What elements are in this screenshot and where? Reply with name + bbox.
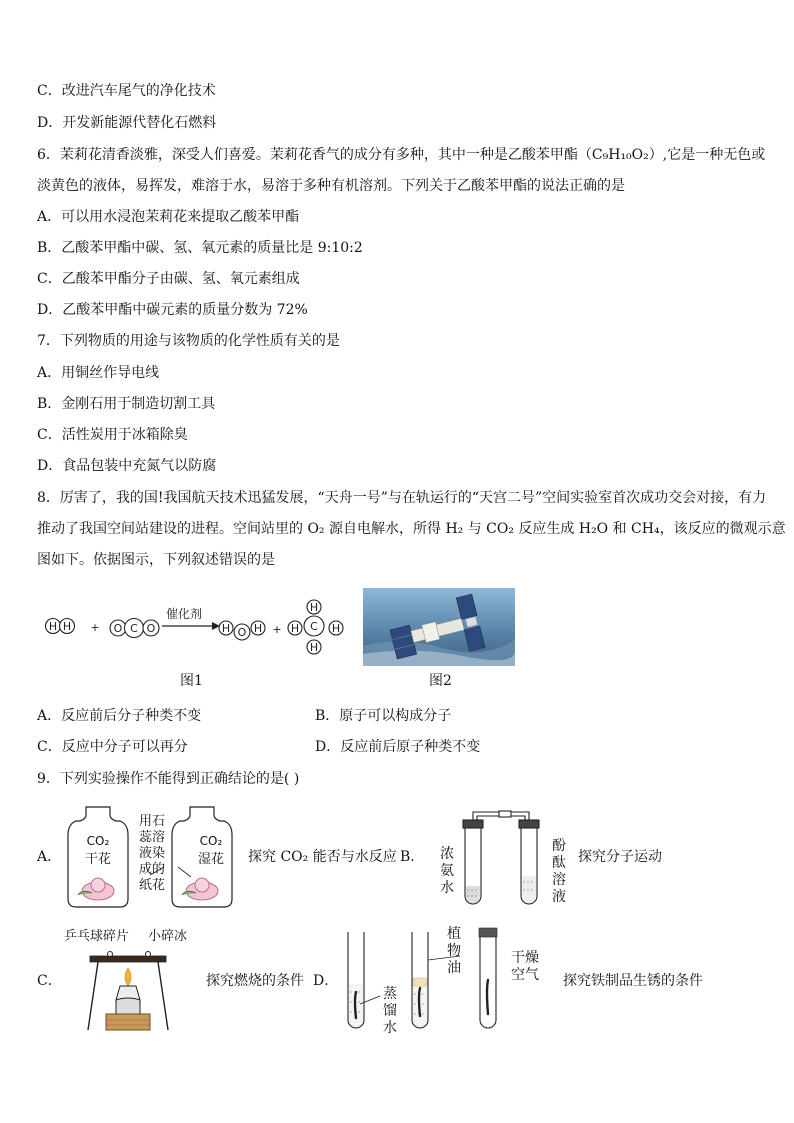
plus-sign: + [90,621,100,634]
q8-option-b: B．原子可以构成分子 [315,708,452,724]
jar2-flower-label: 湿花 [197,852,225,867]
atom-h: H [331,622,341,635]
q6-stem-line2: 淡黄色的液体，易挥发，难溶于水，易溶于多种有机溶剂。下列关于乙酸苯甲酯的说法正确的是 [37,178,625,194]
ping-pong-fragment-label: 乒乓球碎片 [64,929,130,944]
plus-sign: + [272,623,282,636]
dry-air-label: 干燥空气 [511,950,539,983]
q7-stem: 7．下列物质的用途与该物质的化学性质有关的是 [37,333,340,349]
q8-option-a: A．反应前后分子种类不变 [37,708,202,724]
option-c-prev: C．改进汽车尾气的净化技术 [37,83,216,99]
phenolphthalein-label: 酚酞溶液 [552,838,566,905]
q6-option-d: D．乙酸苯甲酯中碳元素的质量分数为 72% [37,302,308,318]
catalyst-label: 催化剂 [165,607,203,621]
atom-h: H [62,620,72,633]
q9-option-a-caption: 探究 CO₂ 能否与水反应 [248,849,397,865]
space-station-photo [363,588,515,666]
option-d-prev: D．开发新能源代替化石燃料 [37,115,217,131]
figure-1-caption: 图1 [180,673,203,689]
flower-icon [182,878,218,900]
q8-stem-line1: 8．厉害了，我的国!我国航天技术迅猛发展，“天舟一号”与在轨运行的“天宫二号”空间实验室首次成功交会对接，有力 [37,490,767,506]
q8-stem-line3: 图如下。依据图示，下列叙述错误的是 [37,552,275,568]
q8-option-d: D．反应前后原子种类不变 [315,739,481,755]
crushed-ice-label: 小碎冰 [148,929,188,944]
q7-option-d: D．食品包装中充氮气以防腐 [37,458,217,474]
q6-option-a: A．可以用水浸泡茉莉花来提取乙酸苯甲酯 [37,209,300,225]
q7-option-c: C．活性炭用于冰箱除臭 [37,427,188,443]
atom-h: H [309,601,319,614]
atom-o: O [146,622,156,635]
atom-h: H [221,622,231,635]
figure-2-caption: 图2 [429,673,452,689]
atom-h: H [309,641,319,654]
jar1-flower-label: 干花 [84,852,112,867]
q9-option-c-caption: 探究燃烧的条件 [206,973,304,989]
q7-option-a: A．用铜丝作导电线 [37,365,160,381]
reaction-diagram [40,596,355,660]
atom-o: O [237,626,247,639]
q8-stem-line2: 推动了我国空间站建设的进程。空间站里的 O₂ 源自电解水，所得 H₂ 与 CO₂ 反应生成 H₂O 和 CH₄，该反应的微观示意 [37,521,786,537]
q9-stem: 9．下列实验操作不能得到正确结论的是( ) [37,771,300,787]
q9-option-d-letter: D． [313,973,339,989]
jar1-gas-label: CO₂ [86,834,110,848]
distilled-water-label: 蒸馏水 [383,986,397,1036]
q7-option-b: B．金刚石用于制造切割工具 [37,396,216,412]
litmus-paper-flower-label: 用石蕊溶液染成的纸花 [139,814,166,893]
q9-option-a-letter: A． [37,849,62,865]
ammonia-label: 浓氨水 [440,846,454,896]
atom-c: C [130,622,138,635]
q8-option-c: C．反应中分子可以再分 [37,739,188,755]
vegetable-oil-label: 植物油 [447,926,461,976]
ammonia-tubes-apparatus [455,810,555,912]
iron-nail-tubes-apparatus [340,922,520,1034]
flower-icon [78,878,114,900]
q9-option-d-caption: 探究铁制品生锈的条件 [563,973,703,989]
q9-option-c-letter: C． [37,973,62,989]
atom-o: O [113,622,123,635]
atom-h: H [253,622,263,635]
atom-c: C [310,620,318,633]
q9-option-b-letter: B． [400,849,425,865]
atom-h: H [290,622,300,635]
q6-option-b: B．乙酸苯甲酯中碳、氢、氧元素的质量比是 9:10:2 [37,240,363,256]
jar2-gas-label: CO₂ [199,834,223,848]
q6-option-c: C．乙酸苯甲酯分子由碳、氢、氧元素组成 [37,271,300,287]
q6-stem-line1: 6．茉莉花清香淡雅，深受人们喜爱。茉莉花香气的成分有多种，其中一种是乙酸苯甲酯（C₉H₁₀O₂）,它是一种无色或 [37,147,766,163]
q9-option-b-caption: 探究分子运动 [578,849,662,865]
atom-h: H [48,620,58,633]
burner-tripod-apparatus [84,946,174,1034]
